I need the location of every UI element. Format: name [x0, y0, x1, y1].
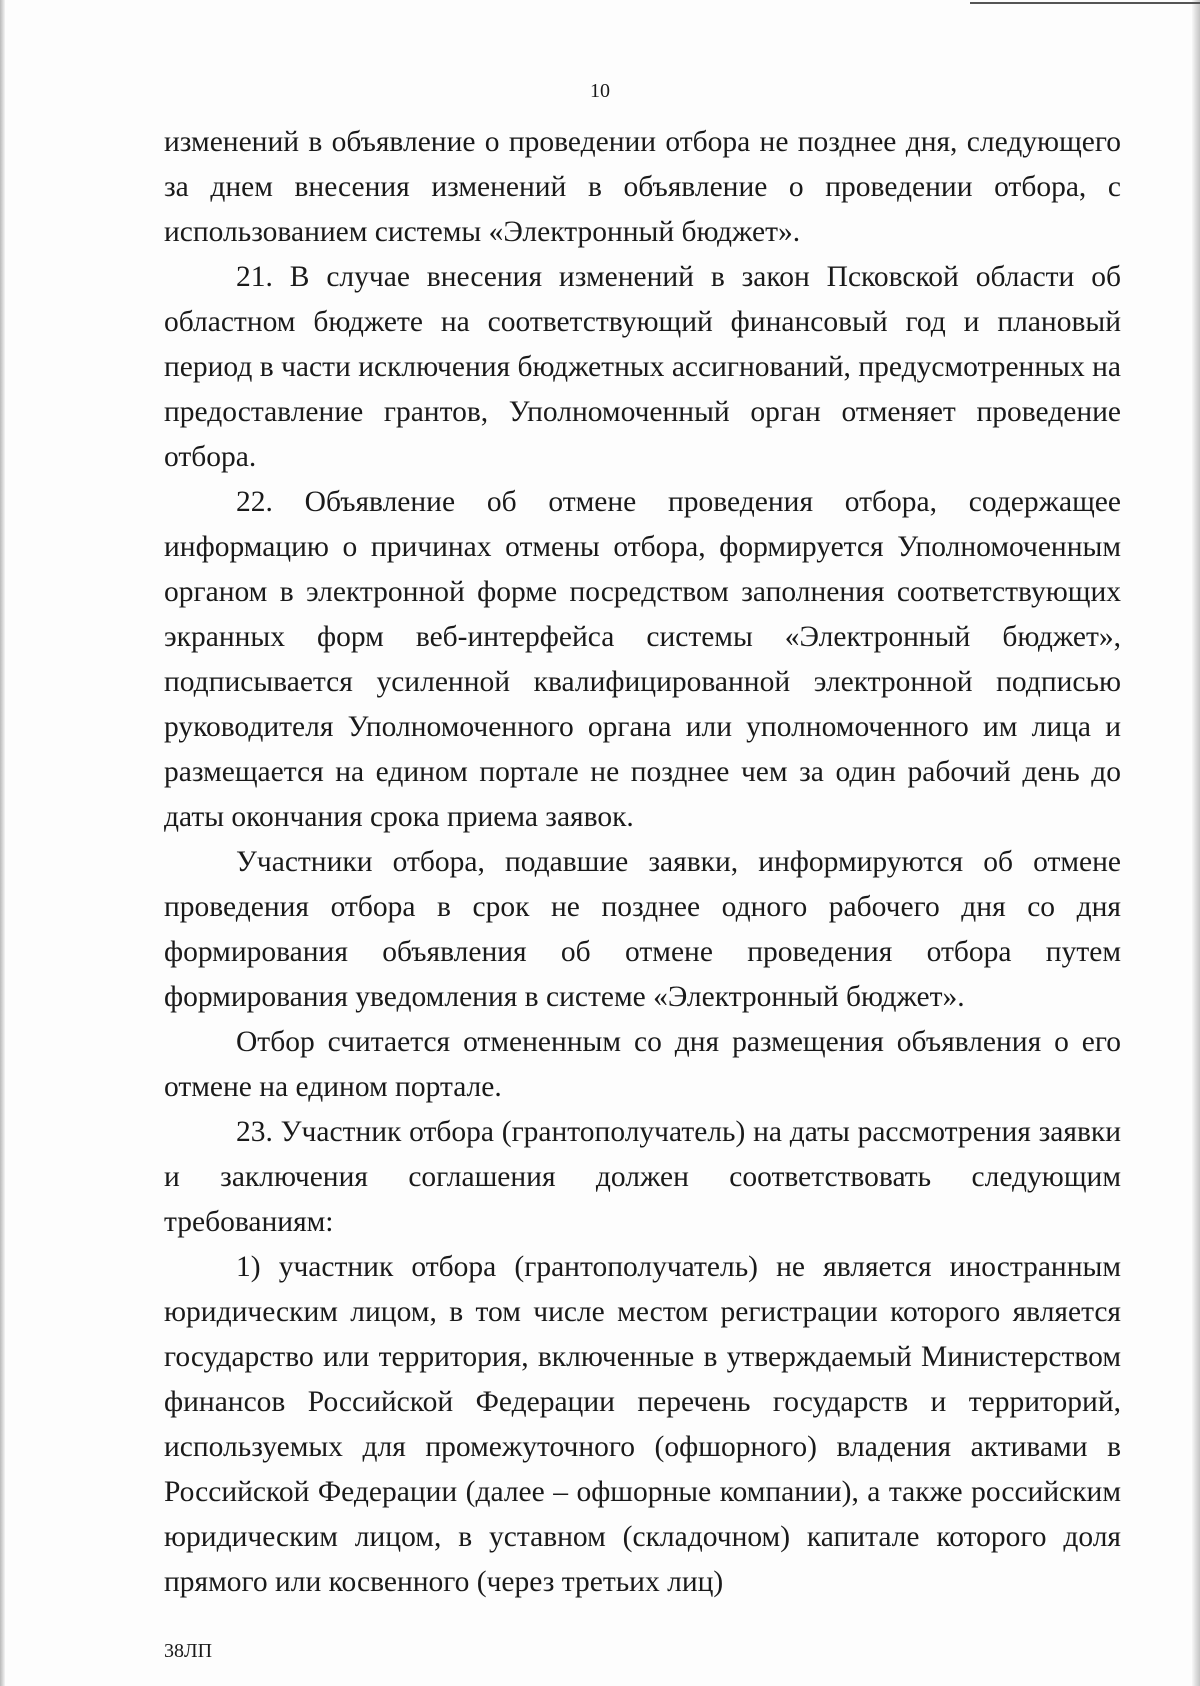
- paragraph-clause-22: 22. Объявление об отмене проведения отбора, содержащее информацию о причинах отмены отбора, формируется Уполномоченным органом в электронной форме посредством заполнения соответствующих экранных форм веб-интерфейса системы «Электронный бюджет», подписывается усиленной квалифицированной электронной подписью руководителя Уполномоченного органа или уполномоченного им лица и размещается на едином портале не позднее чем за один рабочий день до даты окончания срока приема заявок.: [164, 486, 1121, 833]
- document-body: [164, 120, 1121, 1605]
- paragraph-cancellation-effective: Отбор считается отмененным со дня размещения объявления о его отмене на едином портале.: [164, 1026, 1121, 1103]
- paragraph-clause-21: 21. В случае внесения изменений в закон Псковской области об областном бюджете на соответствующий финансовый год и плановый период в части исключения бюджетных ассигнований, предусмотренных на предоставление грантов, Уполномоченный орган отменяет проведение отбора.: [164, 261, 1121, 473]
- paragraph-requirement-1: 1) участник отбора (грантополучатель) не является иностранным юридическим лицом, в том числе местом регистрации которого является государство или территория, включенные в утверждаемый Министерством финансов Российской Федерации перечень государств и территорий, используемых для промежуточного (офшорного) владения активами в Российской Федерации (далее – офшорные компании), а также российским юридическим лицом, в уставном (складочном) капитале которого доля прямого или косвенного (через третьих лиц): [164, 1251, 1121, 1598]
- paragraph-participants-notice: Участники отбора, подавшие заявки, информируются об отмене проведения отбора в срок не позднее одного рабочего дня со дня формирования объявления об отмене проведения отбора путем формирования уведомления в системе «Электронный бюджет».: [164, 846, 1121, 1013]
- paragraph-continuation: изменений в объявление о проведении отбора не позднее дня, следующего за днем внесения изменений в объявление о проведении отбора, с использованием системы «Электронный бюджет».: [164, 126, 1121, 248]
- scan-edge-right: [1192, 0, 1200, 1686]
- scan-edge-left: [0, 0, 5, 1686]
- page-number: 10: [590, 80, 610, 102]
- footer-code: 38ЛП: [164, 1640, 213, 1662]
- scan-line-top: [970, 2, 1200, 4]
- paragraph-clause-23: 23. Участник отбора (грантополучатель) на даты рассмотрения заявки и заключения соглашения должен соответствовать следующим требованиям:: [164, 1116, 1121, 1238]
